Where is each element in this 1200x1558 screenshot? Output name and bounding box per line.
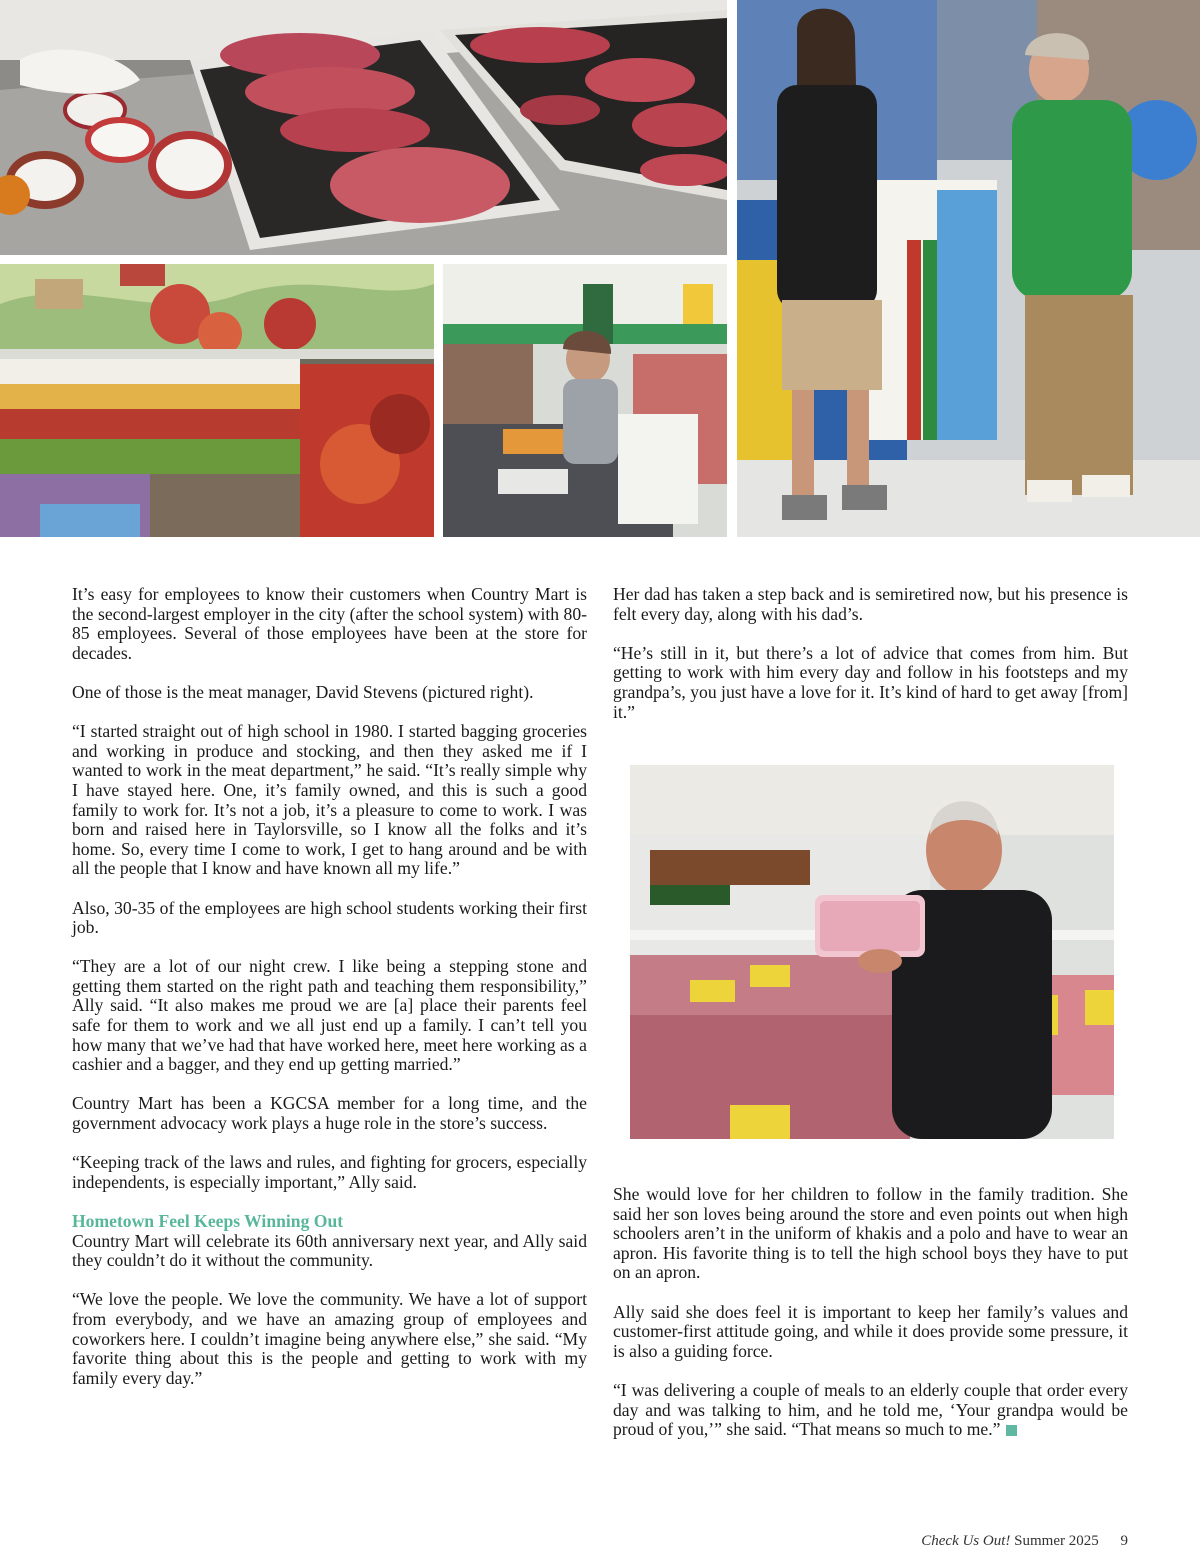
paragraph: Also, 30-35 of the employees are high school students working their first job. [72, 897, 587, 938]
paragraph-text: “I was delivering a couple of meals to an elderly couple that order every day and was talking to him, and he told me, ‘Your grandpa would be proud of you,’” she said. “That means so much to me.” [613, 1379, 1128, 1440]
paragraph: She would love for her children to follow in the family tradition. She said her son loves being around the store and even points out when high schoolers aren’t in the uniform of khakis and a polo and have to wear an apron. His favorite thing is to tell the high school boys they have to put on an apron. [613, 1184, 1128, 1283]
end-mark-icon [1006, 1425, 1017, 1436]
left-column [72, 585, 587, 1388]
closing-paragraph [613, 1381, 1128, 1440]
right-column-bottom [613, 1185, 1128, 1440]
paragraph: Country Mart has been a KGCSA member for a long time, and the government advocacy work plays a huge role in the store’s success. [72, 1093, 587, 1134]
cashier-photo [443, 264, 727, 537]
right-column-top [613, 585, 1128, 722]
page-footer [921, 1533, 1128, 1550]
produce-photo [0, 264, 434, 537]
paragraph: “Keeping track of the laws and rules, and fighting for grocers, especially independents, is especially important,” Ally said. [72, 1152, 587, 1192]
section-subhead: Hometown Feel Keeps Winning Out [72, 1211, 344, 1231]
paragraph: Ally said she does feel it is important to keep her family’s values and customer-first attitude going, and while it does provide some pressure, it is also a guiding force. [613, 1301, 1128, 1361]
paragraph: “He’s still in it, but there’s a lot of advice that comes from him. But getting to work with him every day and follow in his footsteps and my grandpa’s, you just have a love for it. It’s kind of hard to get away [from] it.” [613, 642, 1128, 722]
paragraph: Her dad has taken a step back and is semiretired now, but his presence is felt every day, along with his dad’s. [613, 584, 1128, 624]
meat-trays-photo [0, 0, 727, 255]
paragraph: “I started straight out of high school in 1980. I started bagging groceries and working in produce and stocking, and then they asked me if I wanted to work in the meat department,” he said. “It’s really simple why I have stayed here. One, it’s family owned, and this is such a good family to work for. It’s not a job, it’s a pleasure to come to work. I was born and raised here in Taylorsville, so I know all the folks and it’s home. So, every time I come to work, I get to hang around and be with all the people that I know and have known all my life.” [72, 721, 587, 879]
paragraph: Country Mart will celebrate its 60th anniversary next year, and Ally said they couldn’t do it without the community. [72, 1230, 587, 1271]
butcher-photo [630, 765, 1114, 1139]
paragraph: One of those is the meat manager, David Stevens (pictured right). [72, 681, 534, 702]
paragraph: It’s easy for employees to know their customers when Country Mart is the second-largest employer in the city (after the school system) with 80-85 employees. Several of those employees have been at the store for decades. [72, 584, 587, 663]
page-number: 9 [1120, 1533, 1128, 1549]
magazine-title: Check Us Out! [921, 1533, 1011, 1549]
paragraph: “We love the people. We love the community. We have a lot of support from everybody, and we have an amazing group of employees and coworkers here. I couldn’t imagine being anywhere else,” she said. “My favorite thing about this is the people and getting to work with my family every day.” [72, 1289, 587, 1388]
issue-label: Summer 2025 [1014, 1533, 1099, 1549]
two-women-photo [737, 0, 1200, 537]
paragraph: “They are a lot of our night crew. I like being a stepping stone and getting them started on the right path and teaching them responsibility,” Ally said. “It also makes me proud we are [a] place their parents feel safe for them to work and we all just end up a family. I can’t tell you how many that we’ve had that have worked here, meet here working as a cashier and a bagger, and they end up getting married.” [72, 956, 587, 1075]
